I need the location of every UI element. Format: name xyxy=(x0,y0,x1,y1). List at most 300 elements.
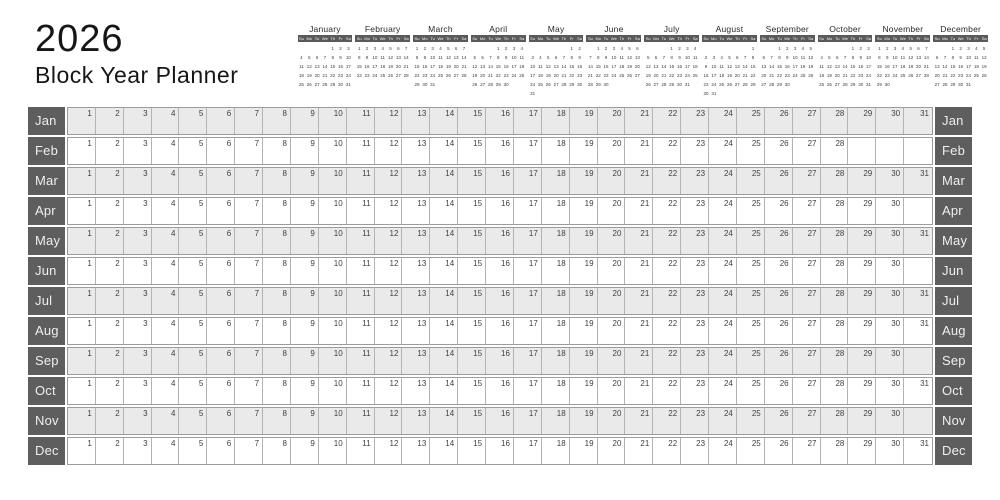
day-cell-mar-2[interactable] xyxy=(96,168,124,194)
day-cell-sep-25[interactable] xyxy=(737,348,765,374)
day-cell-jan-14[interactable] xyxy=(430,108,458,134)
day-cell-aug-27[interactable] xyxy=(793,318,821,344)
day-cell-may-29[interactable] xyxy=(848,228,876,254)
day-cell-mar-18[interactable] xyxy=(542,168,570,194)
day-cell-feb-19[interactable] xyxy=(570,138,598,164)
day-cell-aug-9[interactable] xyxy=(291,318,319,344)
day-cell-feb-4[interactable] xyxy=(152,138,180,164)
day-cell-mar-12[interactable] xyxy=(375,168,403,194)
day-cell-feb-8[interactable] xyxy=(263,138,291,164)
day-cell-sep-3[interactable] xyxy=(124,348,152,374)
day-cell-feb-22[interactable] xyxy=(653,138,681,164)
day-cell-oct-20[interactable] xyxy=(598,378,626,404)
day-cell-jun-17[interactable] xyxy=(514,258,542,284)
day-cell-nov-31[interactable] xyxy=(904,408,932,434)
day-cell-oct-9[interactable] xyxy=(291,378,319,404)
day-cell-jul-29[interactable] xyxy=(848,288,876,314)
day-cell-jul-20[interactable] xyxy=(598,288,626,314)
day-cell-nov-12[interactable] xyxy=(375,408,403,434)
day-cell-aug-10[interactable] xyxy=(319,318,347,344)
day-cell-feb-18[interactable] xyxy=(542,138,570,164)
day-cell-oct-8[interactable] xyxy=(263,378,291,404)
day-cell-sep-10[interactable] xyxy=(319,348,347,374)
day-cell-dec-31[interactable] xyxy=(904,438,932,464)
day-cell-oct-19[interactable] xyxy=(570,378,598,404)
day-cell-may-4[interactable] xyxy=(152,228,180,254)
day-cell-jul-3[interactable] xyxy=(124,288,152,314)
day-cell-jun-31[interactable] xyxy=(904,258,932,284)
day-cell-dec-15[interactable] xyxy=(458,438,486,464)
day-cell-jul-31[interactable] xyxy=(904,288,932,314)
day-cell-apr-14[interactable] xyxy=(430,198,458,224)
day-cell-dec-6[interactable] xyxy=(207,438,235,464)
day-cell-jun-6[interactable] xyxy=(207,258,235,284)
day-cell-may-20[interactable] xyxy=(598,228,626,254)
day-cell-mar-5[interactable] xyxy=(179,168,207,194)
day-cell-jan-1[interactable] xyxy=(68,108,96,134)
day-cell-apr-1[interactable] xyxy=(68,198,96,224)
day-cell-nov-28[interactable] xyxy=(821,408,849,434)
day-cell-jan-16[interactable] xyxy=(486,108,514,134)
day-cell-jun-30[interactable] xyxy=(876,258,904,284)
day-cell-mar-6[interactable] xyxy=(207,168,235,194)
day-cell-mar-29[interactable] xyxy=(848,168,876,194)
day-cell-dec-3[interactable] xyxy=(124,438,152,464)
day-cell-apr-2[interactable] xyxy=(96,198,124,224)
day-cell-jun-23[interactable] xyxy=(681,258,709,284)
day-cell-may-5[interactable] xyxy=(179,228,207,254)
day-cell-aug-22[interactable] xyxy=(653,318,681,344)
day-cell-mar-17[interactable] xyxy=(514,168,542,194)
day-cell-feb-27[interactable] xyxy=(793,138,821,164)
day-cell-oct-1[interactable] xyxy=(68,378,96,404)
day-cell-sep-29[interactable] xyxy=(848,348,876,374)
day-cell-sep-7[interactable] xyxy=(235,348,263,374)
day-cell-jun-28[interactable] xyxy=(821,258,849,284)
day-cell-may-6[interactable] xyxy=(207,228,235,254)
day-cell-jun-3[interactable] xyxy=(124,258,152,284)
day-cell-apr-17[interactable] xyxy=(514,198,542,224)
day-cell-jun-21[interactable] xyxy=(625,258,653,284)
day-cell-jul-25[interactable] xyxy=(737,288,765,314)
day-cell-jun-25[interactable] xyxy=(737,258,765,284)
day-cell-jun-9[interactable] xyxy=(291,258,319,284)
day-cell-apr-3[interactable] xyxy=(124,198,152,224)
day-cell-jul-17[interactable] xyxy=(514,288,542,314)
day-cell-jan-10[interactable] xyxy=(319,108,347,134)
day-cell-dec-26[interactable] xyxy=(765,438,793,464)
day-cell-jul-12[interactable] xyxy=(375,288,403,314)
day-cell-sep-9[interactable] xyxy=(291,348,319,374)
day-cell-may-27[interactable] xyxy=(793,228,821,254)
day-cell-nov-23[interactable] xyxy=(681,408,709,434)
day-cell-jun-13[interactable] xyxy=(402,258,430,284)
day-cell-nov-2[interactable] xyxy=(96,408,124,434)
day-cell-apr-20[interactable] xyxy=(598,198,626,224)
day-cell-apr-25[interactable] xyxy=(737,198,765,224)
day-cell-mar-13[interactable] xyxy=(402,168,430,194)
day-cell-sep-31[interactable] xyxy=(904,348,932,374)
day-cell-jun-24[interactable] xyxy=(709,258,737,284)
day-cell-feb-25[interactable] xyxy=(737,138,765,164)
day-cell-may-2[interactable] xyxy=(96,228,124,254)
day-cell-jul-4[interactable] xyxy=(152,288,180,314)
day-cell-may-26[interactable] xyxy=(765,228,793,254)
day-cell-oct-7[interactable] xyxy=(235,378,263,404)
day-cell-aug-29[interactable] xyxy=(848,318,876,344)
day-cell-sep-6[interactable] xyxy=(207,348,235,374)
day-cell-may-14[interactable] xyxy=(430,228,458,254)
day-cell-mar-31[interactable] xyxy=(904,168,932,194)
day-cell-jul-14[interactable] xyxy=(430,288,458,314)
day-cell-oct-28[interactable] xyxy=(821,378,849,404)
day-cell-apr-13[interactable] xyxy=(402,198,430,224)
day-cell-jul-5[interactable] xyxy=(179,288,207,314)
day-cell-apr-12[interactable] xyxy=(375,198,403,224)
day-cell-nov-16[interactable] xyxy=(486,408,514,434)
day-cell-jul-11[interactable] xyxy=(347,288,375,314)
day-cell-jun-16[interactable] xyxy=(486,258,514,284)
day-cell-oct-23[interactable] xyxy=(681,378,709,404)
day-cell-apr-9[interactable] xyxy=(291,198,319,224)
day-cell-sep-30[interactable] xyxy=(876,348,904,374)
day-cell-jan-28[interactable] xyxy=(821,108,849,134)
day-cell-dec-10[interactable] xyxy=(319,438,347,464)
day-cell-dec-16[interactable] xyxy=(486,438,514,464)
day-cell-nov-10[interactable] xyxy=(319,408,347,434)
day-cell-may-30[interactable] xyxy=(876,228,904,254)
day-cell-apr-23[interactable] xyxy=(681,198,709,224)
day-cell-sep-23[interactable] xyxy=(681,348,709,374)
day-cell-jul-9[interactable] xyxy=(291,288,319,314)
day-cell-dec-12[interactable] xyxy=(375,438,403,464)
day-cell-mar-9[interactable] xyxy=(291,168,319,194)
day-cell-nov-15[interactable] xyxy=(458,408,486,434)
day-cell-feb-26[interactable] xyxy=(765,138,793,164)
day-cell-nov-21[interactable] xyxy=(625,408,653,434)
day-cell-may-3[interactable] xyxy=(124,228,152,254)
day-cell-aug-18[interactable] xyxy=(542,318,570,344)
day-cell-sep-15[interactable] xyxy=(458,348,486,374)
day-cell-nov-22[interactable] xyxy=(653,408,681,434)
day-cell-nov-26[interactable] xyxy=(765,408,793,434)
day-cell-jun-10[interactable] xyxy=(319,258,347,284)
day-cell-jul-28[interactable] xyxy=(821,288,849,314)
day-cell-apr-27[interactable] xyxy=(793,198,821,224)
day-cell-dec-23[interactable] xyxy=(681,438,709,464)
day-cell-jan-18[interactable] xyxy=(542,108,570,134)
day-cell-may-16[interactable] xyxy=(486,228,514,254)
day-cell-jan-27[interactable] xyxy=(793,108,821,134)
day-cell-jun-20[interactable] xyxy=(598,258,626,284)
day-cell-dec-17[interactable] xyxy=(514,438,542,464)
day-cell-jan-21[interactable] xyxy=(625,108,653,134)
day-cell-dec-14[interactable] xyxy=(430,438,458,464)
day-cell-nov-29[interactable] xyxy=(848,408,876,434)
day-cell-feb-11[interactable] xyxy=(347,138,375,164)
day-cell-aug-25[interactable] xyxy=(737,318,765,344)
day-cell-mar-25[interactable] xyxy=(737,168,765,194)
day-cell-may-8[interactable] xyxy=(263,228,291,254)
day-cell-oct-3[interactable] xyxy=(124,378,152,404)
day-cell-jul-1[interactable] xyxy=(68,288,96,314)
day-cell-oct-13[interactable] xyxy=(402,378,430,404)
day-cell-oct-16[interactable] xyxy=(486,378,514,404)
day-cell-nov-6[interactable] xyxy=(207,408,235,434)
day-cell-apr-18[interactable] xyxy=(542,198,570,224)
day-cell-may-15[interactable] xyxy=(458,228,486,254)
day-cell-nov-1[interactable] xyxy=(68,408,96,434)
day-cell-jun-14[interactable] xyxy=(430,258,458,284)
day-cell-nov-11[interactable] xyxy=(347,408,375,434)
day-cell-oct-4[interactable] xyxy=(152,378,180,404)
day-cell-apr-4[interactable] xyxy=(152,198,180,224)
day-cell-jun-27[interactable] xyxy=(793,258,821,284)
day-cell-sep-28[interactable] xyxy=(821,348,849,374)
day-cell-oct-31[interactable] xyxy=(904,378,932,404)
day-cell-may-21[interactable] xyxy=(625,228,653,254)
day-cell-jan-12[interactable] xyxy=(375,108,403,134)
day-cell-aug-31[interactable] xyxy=(904,318,932,344)
day-cell-dec-29[interactable] xyxy=(848,438,876,464)
day-cell-feb-10[interactable] xyxy=(319,138,347,164)
day-cell-nov-30[interactable] xyxy=(876,408,904,434)
day-cell-sep-8[interactable] xyxy=(263,348,291,374)
day-cell-jun-19[interactable] xyxy=(570,258,598,284)
day-cell-feb-21[interactable] xyxy=(625,138,653,164)
day-cell-jan-24[interactable] xyxy=(709,108,737,134)
day-cell-jul-6[interactable] xyxy=(207,288,235,314)
day-cell-mar-16[interactable] xyxy=(486,168,514,194)
day-cell-jan-25[interactable] xyxy=(737,108,765,134)
day-cell-apr-22[interactable] xyxy=(653,198,681,224)
day-cell-jun-2[interactable] xyxy=(96,258,124,284)
day-cell-apr-30[interactable] xyxy=(876,198,904,224)
day-cell-sep-22[interactable] xyxy=(653,348,681,374)
day-cell-feb-16[interactable] xyxy=(486,138,514,164)
day-cell-feb-24[interactable] xyxy=(709,138,737,164)
day-cell-jun-18[interactable] xyxy=(542,258,570,284)
day-cell-jun-11[interactable] xyxy=(347,258,375,284)
day-cell-dec-13[interactable] xyxy=(402,438,430,464)
day-cell-jan-13[interactable] xyxy=(402,108,430,134)
day-cell-dec-28[interactable] xyxy=(821,438,849,464)
day-cell-jan-30[interactable] xyxy=(876,108,904,134)
day-cell-jun-1[interactable] xyxy=(68,258,96,284)
day-cell-jul-2[interactable] xyxy=(96,288,124,314)
day-cell-may-18[interactable] xyxy=(542,228,570,254)
day-cell-aug-1[interactable] xyxy=(68,318,96,344)
day-cell-dec-25[interactable] xyxy=(737,438,765,464)
day-cell-aug-5[interactable] xyxy=(179,318,207,344)
day-cell-mar-27[interactable] xyxy=(793,168,821,194)
day-cell-jul-19[interactable] xyxy=(570,288,598,314)
day-cell-sep-12[interactable] xyxy=(375,348,403,374)
day-cell-dec-11[interactable] xyxy=(347,438,375,464)
day-cell-may-7[interactable] xyxy=(235,228,263,254)
day-cell-sep-18[interactable] xyxy=(542,348,570,374)
day-cell-mar-15[interactable] xyxy=(458,168,486,194)
day-cell-jul-15[interactable] xyxy=(458,288,486,314)
day-cell-sep-26[interactable] xyxy=(765,348,793,374)
day-cell-nov-14[interactable] xyxy=(430,408,458,434)
day-cell-mar-19[interactable] xyxy=(570,168,598,194)
day-cell-jul-8[interactable] xyxy=(263,288,291,314)
day-cell-jan-4[interactable] xyxy=(152,108,180,134)
day-cell-dec-5[interactable] xyxy=(179,438,207,464)
day-cell-oct-24[interactable] xyxy=(709,378,737,404)
day-cell-apr-7[interactable] xyxy=(235,198,263,224)
day-cell-oct-18[interactable] xyxy=(542,378,570,404)
day-cell-sep-4[interactable] xyxy=(152,348,180,374)
day-cell-oct-17[interactable] xyxy=(514,378,542,404)
day-cell-nov-18[interactable] xyxy=(542,408,570,434)
day-cell-may-31[interactable] xyxy=(904,228,932,254)
day-cell-apr-16[interactable] xyxy=(486,198,514,224)
day-cell-apr-10[interactable] xyxy=(319,198,347,224)
day-cell-aug-7[interactable] xyxy=(235,318,263,344)
day-cell-feb-17[interactable] xyxy=(514,138,542,164)
day-cell-oct-29[interactable] xyxy=(848,378,876,404)
day-cell-jan-17[interactable] xyxy=(514,108,542,134)
day-cell-sep-1[interactable] xyxy=(68,348,96,374)
day-cell-oct-21[interactable] xyxy=(625,378,653,404)
day-cell-nov-9[interactable] xyxy=(291,408,319,434)
day-cell-apr-21[interactable] xyxy=(625,198,653,224)
day-cell-sep-2[interactable] xyxy=(96,348,124,374)
day-cell-oct-27[interactable] xyxy=(793,378,821,404)
day-cell-nov-17[interactable] xyxy=(514,408,542,434)
day-cell-aug-3[interactable] xyxy=(124,318,152,344)
day-cell-aug-12[interactable] xyxy=(375,318,403,344)
day-cell-aug-8[interactable] xyxy=(263,318,291,344)
day-cell-feb-2[interactable] xyxy=(96,138,124,164)
day-cell-apr-6[interactable] xyxy=(207,198,235,224)
day-cell-oct-30[interactable] xyxy=(876,378,904,404)
day-cell-dec-19[interactable] xyxy=(570,438,598,464)
day-cell-nov-24[interactable] xyxy=(709,408,737,434)
day-cell-oct-10[interactable] xyxy=(319,378,347,404)
day-cell-sep-13[interactable] xyxy=(402,348,430,374)
day-cell-may-9[interactable] xyxy=(291,228,319,254)
day-cell-mar-7[interactable] xyxy=(235,168,263,194)
day-cell-aug-16[interactable] xyxy=(486,318,514,344)
day-cell-jul-24[interactable] xyxy=(709,288,737,314)
day-cell-jan-15[interactable] xyxy=(458,108,486,134)
day-cell-may-17[interactable] xyxy=(514,228,542,254)
day-cell-feb-9[interactable] xyxy=(291,138,319,164)
day-cell-sep-16[interactable] xyxy=(486,348,514,374)
day-cell-may-19[interactable] xyxy=(570,228,598,254)
day-cell-jan-8[interactable] xyxy=(263,108,291,134)
day-cell-apr-8[interactable] xyxy=(263,198,291,224)
day-cell-dec-8[interactable] xyxy=(263,438,291,464)
day-cell-may-13[interactable] xyxy=(402,228,430,254)
day-cell-mar-3[interactable] xyxy=(124,168,152,194)
day-cell-may-23[interactable] xyxy=(681,228,709,254)
day-cell-jul-30[interactable] xyxy=(876,288,904,314)
day-cell-mar-23[interactable] xyxy=(681,168,709,194)
day-cell-oct-12[interactable] xyxy=(375,378,403,404)
day-cell-feb-1[interactable] xyxy=(68,138,96,164)
day-cell-jan-20[interactable] xyxy=(598,108,626,134)
day-cell-jan-5[interactable] xyxy=(179,108,207,134)
day-cell-oct-5[interactable] xyxy=(179,378,207,404)
day-cell-may-10[interactable] xyxy=(319,228,347,254)
day-cell-jan-22[interactable] xyxy=(653,108,681,134)
day-cell-aug-13[interactable] xyxy=(402,318,430,344)
day-cell-may-1[interactable] xyxy=(68,228,96,254)
day-cell-jan-6[interactable] xyxy=(207,108,235,134)
day-cell-jun-7[interactable] xyxy=(235,258,263,284)
day-cell-jan-3[interactable] xyxy=(124,108,152,134)
day-cell-aug-23[interactable] xyxy=(681,318,709,344)
day-cell-oct-22[interactable] xyxy=(653,378,681,404)
day-cell-jun-22[interactable] xyxy=(653,258,681,284)
day-cell-apr-24[interactable] xyxy=(709,198,737,224)
day-cell-jul-22[interactable] xyxy=(653,288,681,314)
day-cell-aug-20[interactable] xyxy=(598,318,626,344)
day-cell-nov-5[interactable] xyxy=(179,408,207,434)
day-cell-jun-12[interactable] xyxy=(375,258,403,284)
day-cell-mar-10[interactable] xyxy=(319,168,347,194)
day-cell-dec-24[interactable] xyxy=(709,438,737,464)
day-cell-feb-13[interactable] xyxy=(402,138,430,164)
day-cell-dec-2[interactable] xyxy=(96,438,124,464)
day-cell-apr-31[interactable] xyxy=(904,198,932,224)
day-cell-aug-21[interactable] xyxy=(625,318,653,344)
day-cell-jul-16[interactable] xyxy=(486,288,514,314)
day-cell-mar-4[interactable] xyxy=(152,168,180,194)
day-cell-may-25[interactable] xyxy=(737,228,765,254)
day-cell-sep-19[interactable] xyxy=(570,348,598,374)
day-cell-aug-26[interactable] xyxy=(765,318,793,344)
day-cell-jan-2[interactable] xyxy=(96,108,124,134)
day-cell-jun-5[interactable] xyxy=(179,258,207,284)
day-cell-feb-5[interactable] xyxy=(179,138,207,164)
day-cell-jun-8[interactable] xyxy=(263,258,291,284)
day-cell-jul-21[interactable] xyxy=(625,288,653,314)
day-cell-may-11[interactable] xyxy=(347,228,375,254)
day-cell-mar-28[interactable] xyxy=(821,168,849,194)
day-cell-jan-31[interactable] xyxy=(904,108,932,134)
day-cell-dec-21[interactable] xyxy=(625,438,653,464)
day-cell-feb-14[interactable] xyxy=(430,138,458,164)
day-cell-mar-24[interactable] xyxy=(709,168,737,194)
day-cell-dec-30[interactable] xyxy=(876,438,904,464)
day-cell-dec-4[interactable] xyxy=(152,438,180,464)
day-cell-nov-19[interactable] xyxy=(570,408,598,434)
day-cell-sep-24[interactable] xyxy=(709,348,737,374)
day-cell-mar-21[interactable] xyxy=(625,168,653,194)
day-cell-feb-23[interactable] xyxy=(681,138,709,164)
day-cell-sep-17[interactable] xyxy=(514,348,542,374)
day-cell-aug-11[interactable] xyxy=(347,318,375,344)
day-cell-nov-8[interactable] xyxy=(263,408,291,434)
day-cell-apr-15[interactable] xyxy=(458,198,486,224)
day-cell-mar-8[interactable] xyxy=(263,168,291,194)
day-cell-oct-14[interactable] xyxy=(430,378,458,404)
day-cell-mar-11[interactable] xyxy=(347,168,375,194)
day-cell-apr-19[interactable] xyxy=(570,198,598,224)
day-cell-jan-29[interactable] xyxy=(848,108,876,134)
day-cell-mar-20[interactable] xyxy=(598,168,626,194)
day-cell-may-22[interactable] xyxy=(653,228,681,254)
day-cell-may-24[interactable] xyxy=(709,228,737,254)
day-cell-jun-4[interactable] xyxy=(152,258,180,284)
day-cell-feb-6[interactable] xyxy=(207,138,235,164)
day-cell-sep-5[interactable] xyxy=(179,348,207,374)
